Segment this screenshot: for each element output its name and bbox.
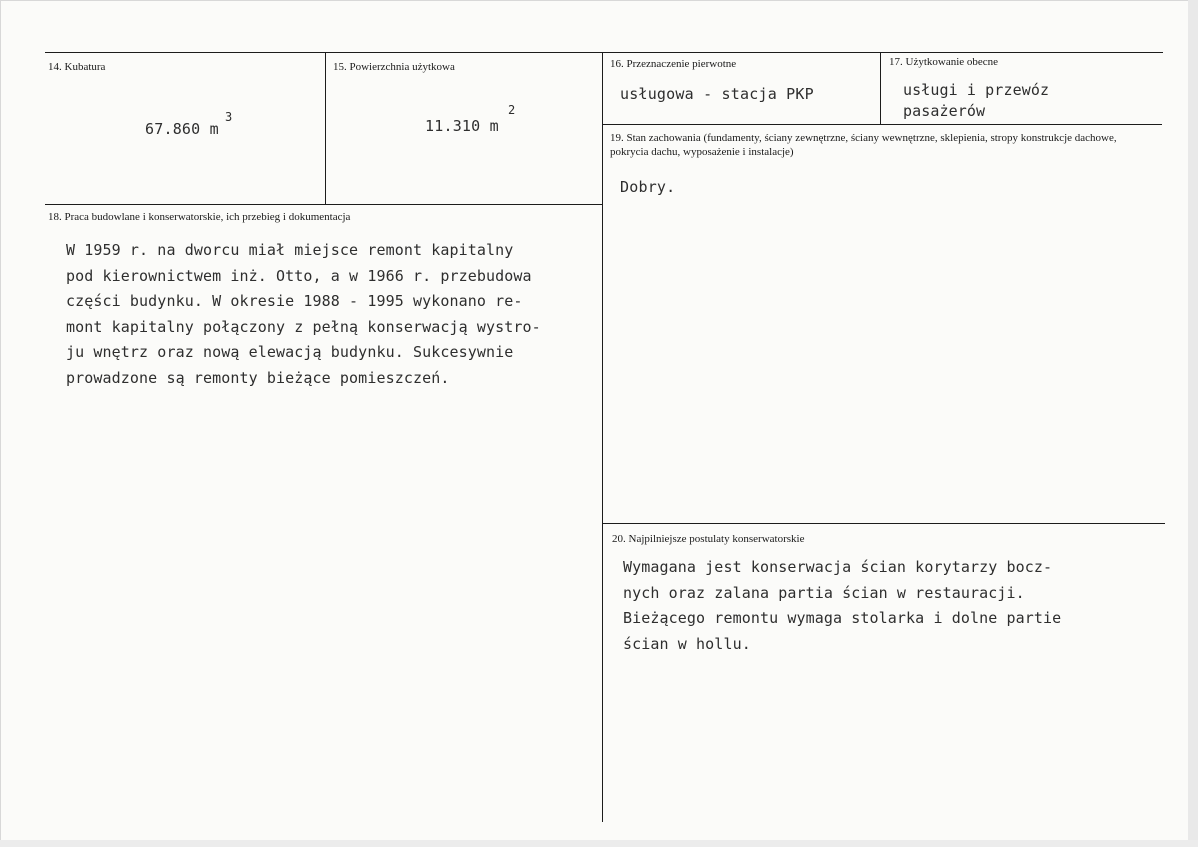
prace-line: części budynku. W okresie 1988 - 1995 wykonano re- (66, 292, 523, 310)
prace-line: W 1959 r. na dworcu miał miejsce remont kapitalny (66, 241, 514, 259)
divider-14-15 (325, 52, 326, 204)
powierzchnia-unit-exponent: 2 (508, 103, 516, 117)
prace-line: ju wnętrz oraz nową elewacją budynku. Sukcesywnie (66, 343, 514, 361)
divider-16-17 (880, 52, 881, 124)
przeznaczenie-label: 16. Przeznaczenie pierwotne (610, 58, 737, 70)
stan-label: 19. Stan zachowania (fundamenty, ściany zewnętrzne, ściany wewnętrzne, sklepienia, stropy konstrukcje dachowe, pokrycia dachu, wyposażenie i instalacje) (610, 132, 1117, 158)
postulaty-line: nych oraz zalana partia ścian w restauracji. (623, 583, 1025, 602)
card-edge-bottom (0, 840, 1198, 847)
uzytkowanie-line: pasażerów (903, 102, 986, 120)
postulaty-line: Bieżącego remontu wymaga stolarka i dolne partie (623, 609, 1062, 627)
powierzchnia-value: 11.310 m (425, 117, 499, 135)
przeznaczenie-value: usługowa - stacja PKP (620, 85, 814, 103)
kubatura-label: 14. Kubatura (48, 61, 106, 73)
divider-row-18 (45, 204, 602, 205)
prace-line: pod kierownictwem inż. Otto, a w 1966 r. przebudowa (66, 266, 532, 285)
uzytkowanie-value (903, 80, 1049, 122)
card-edge-right (1188, 0, 1198, 847)
stan-value: Dobry. (620, 178, 676, 196)
uzytkowanie-line: usługi i przewóz (903, 81, 1050, 99)
divider-row-20 (602, 523, 1165, 524)
prace-label: 18. Praca budowlane i konserwatorskie, ich przebieg i dokumentacja (48, 211, 351, 223)
kubatura-value: 67.860 m (145, 120, 219, 138)
prace-line: prowadzone są remonty bieżące pomieszczeń. (66, 368, 450, 387)
postulaty-line: Wymagana jest konserwacja ścian korytarzy bocz- (623, 558, 1053, 576)
postulaty-text (623, 555, 1061, 657)
kubatura-unit-exponent: 3 (225, 110, 233, 124)
uzytkowanie-label: 17. Użytkowanie obecne (889, 56, 999, 68)
divider-row-19 (602, 124, 1162, 125)
prace-text (66, 238, 541, 391)
powierzchnia-label: 15. Powierzchnia użytkowa (333, 61, 455, 73)
prace-line: mont kapitalny połączony z pełną konserwacją wystro- (66, 317, 541, 336)
postulaty-label: 20. Najpilniejsze postulaty konserwatorskie (612, 533, 805, 545)
postulaty-line: ścian w hollu. (623, 634, 751, 653)
divider-center (602, 52, 603, 822)
top-border-line (45, 52, 1163, 53)
